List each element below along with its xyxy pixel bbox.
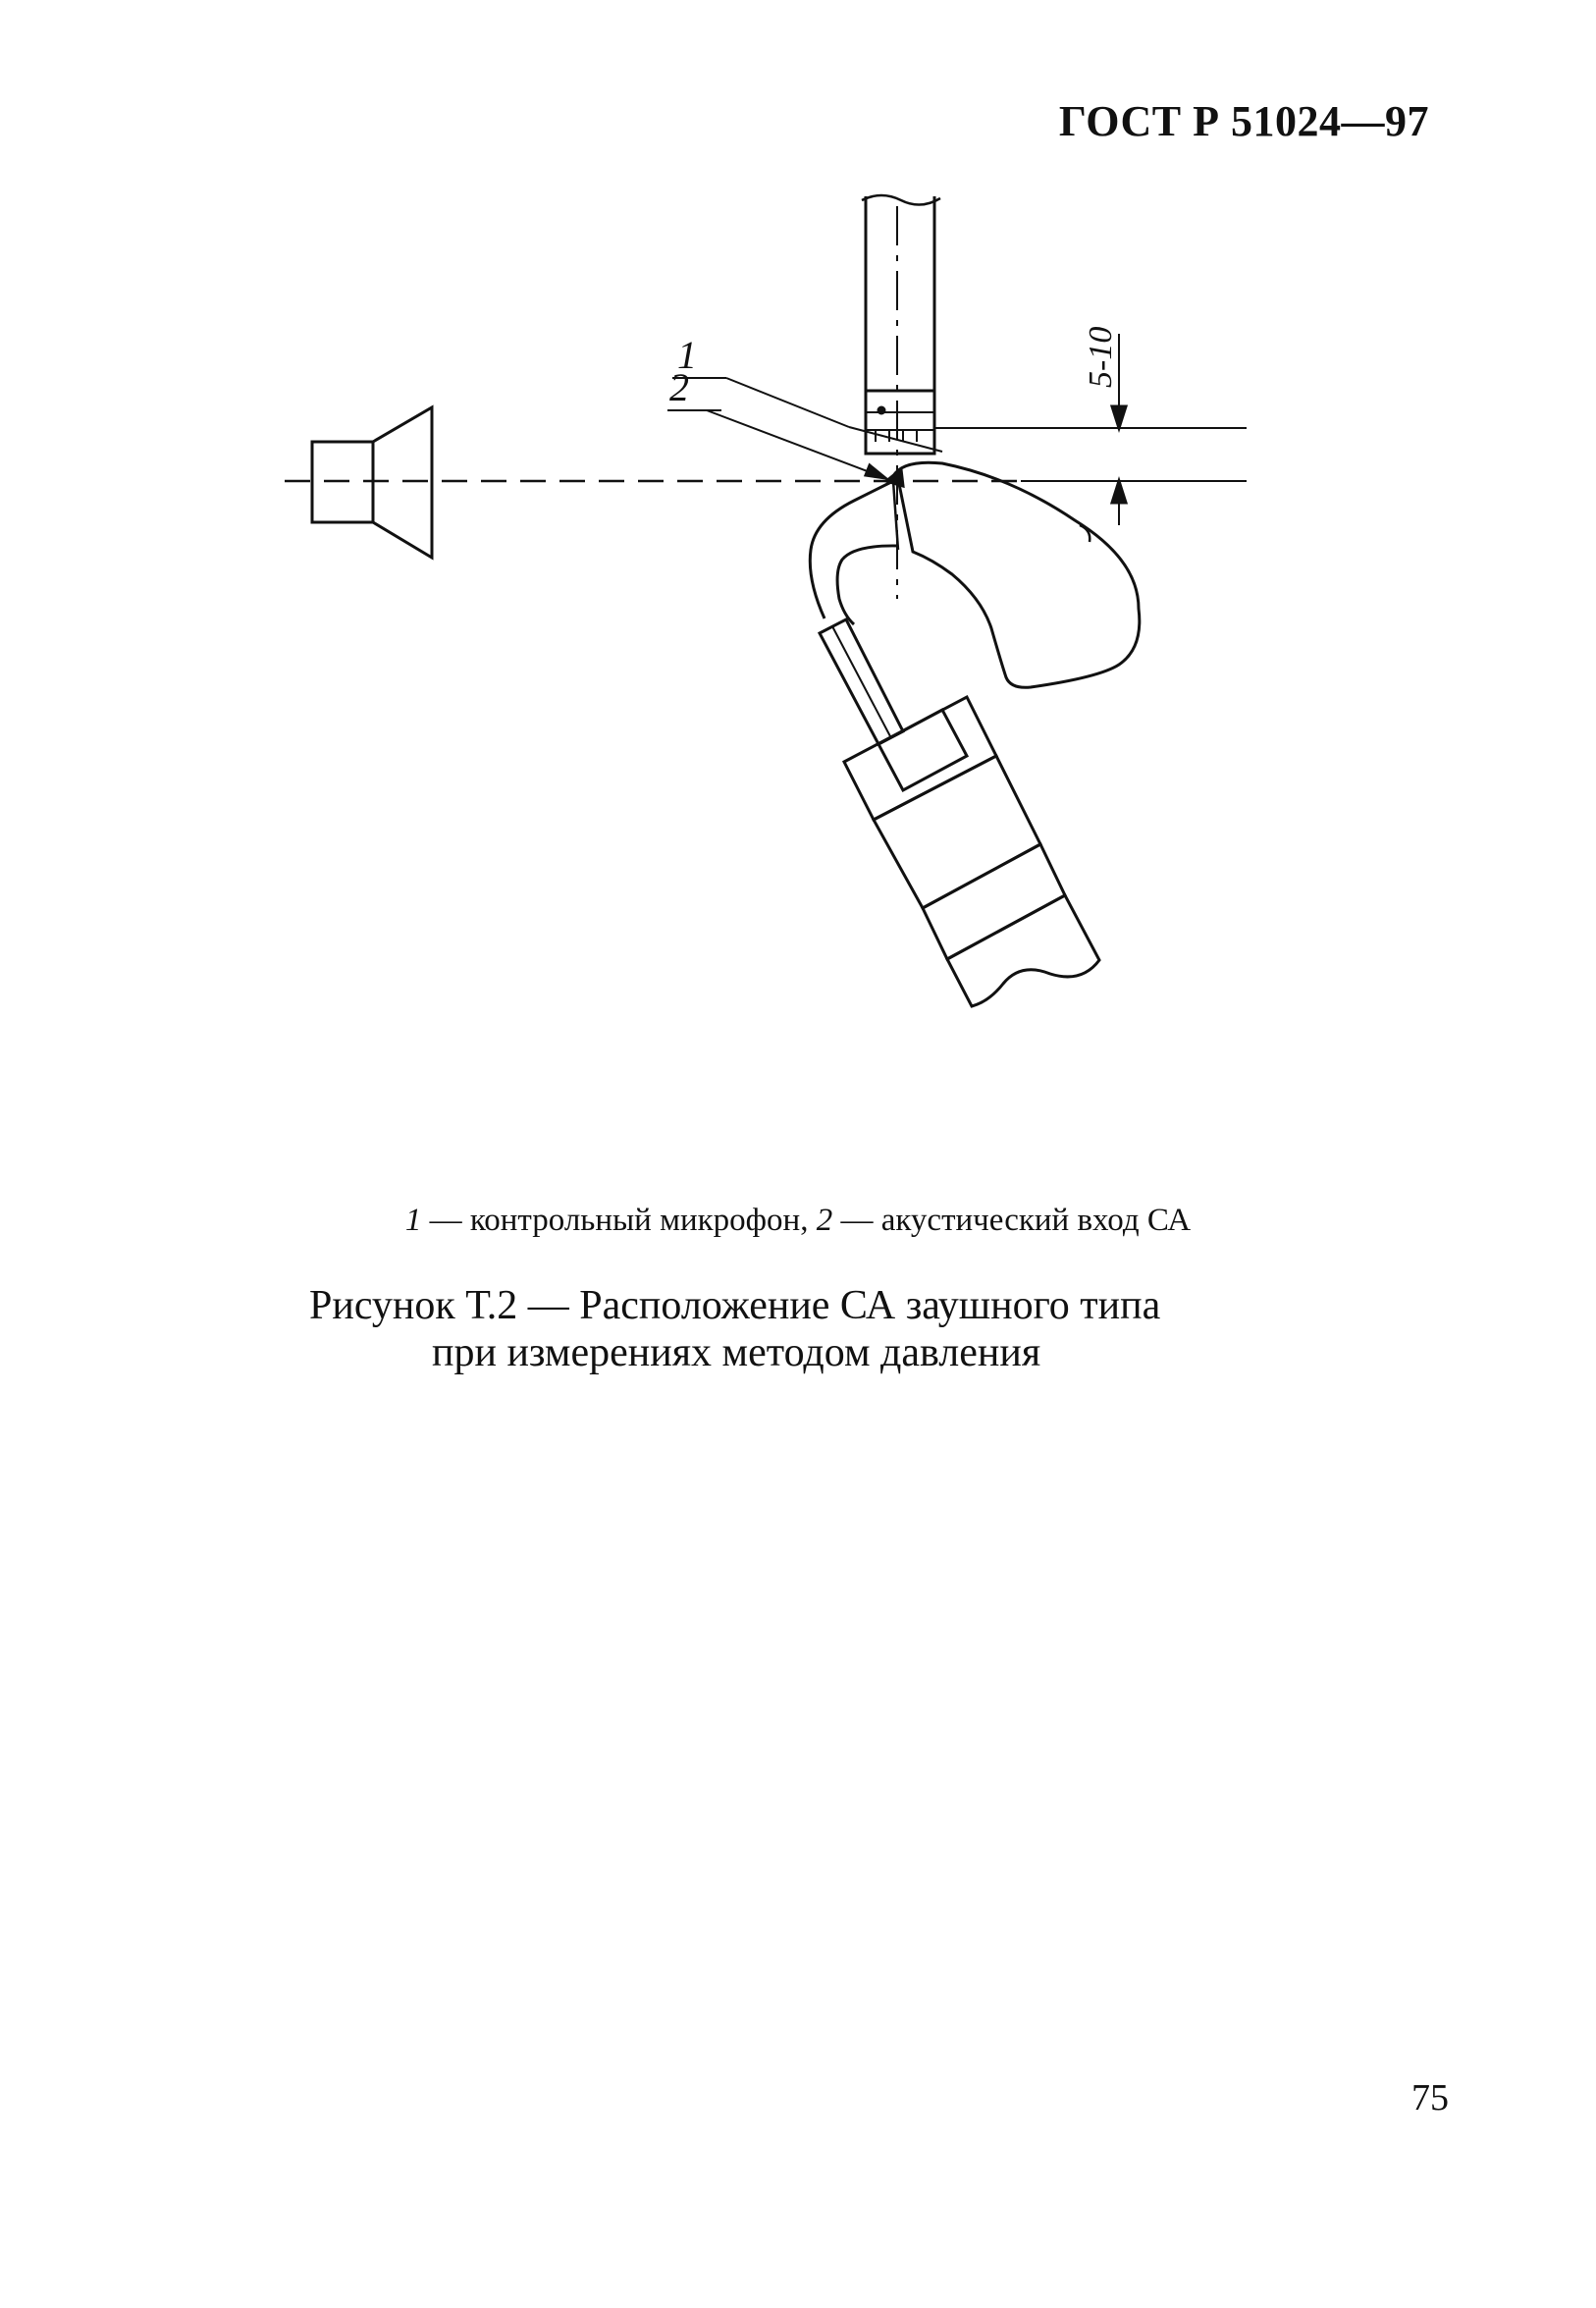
artificial-ear [844, 697, 1099, 1006]
coupler-tube [820, 619, 903, 744]
caption-line-1: Рисунок Т.2 — Расположение СА заушного типа [309, 1283, 1161, 1328]
control-microphone [862, 195, 940, 454]
page-number: 75 [1411, 2077, 1449, 2119]
callout-2: 2 [669, 365, 689, 409]
legend-num-2: 2 [816, 1203, 833, 1238]
dimension-label: 5-10 [1083, 326, 1119, 388]
legend-num-1: 1 [404, 1203, 422, 1238]
standard-header: ГОСТ Р 51024—97 [1058, 97, 1429, 145]
loudspeaker [312, 407, 432, 558]
figure-legend [0, 1203, 1596, 1239]
caption-line-2: при измерениях методом давления [432, 1330, 1041, 1375]
hearing-aid [810, 462, 1140, 687]
hearing-aid-diagram [265, 187, 1247, 1149]
legend-text-1: — контрольный микрофон, [421, 1203, 817, 1238]
callout-1: 1 [677, 333, 697, 377]
legend-text-2: — акустический вход СА [832, 1203, 1192, 1238]
